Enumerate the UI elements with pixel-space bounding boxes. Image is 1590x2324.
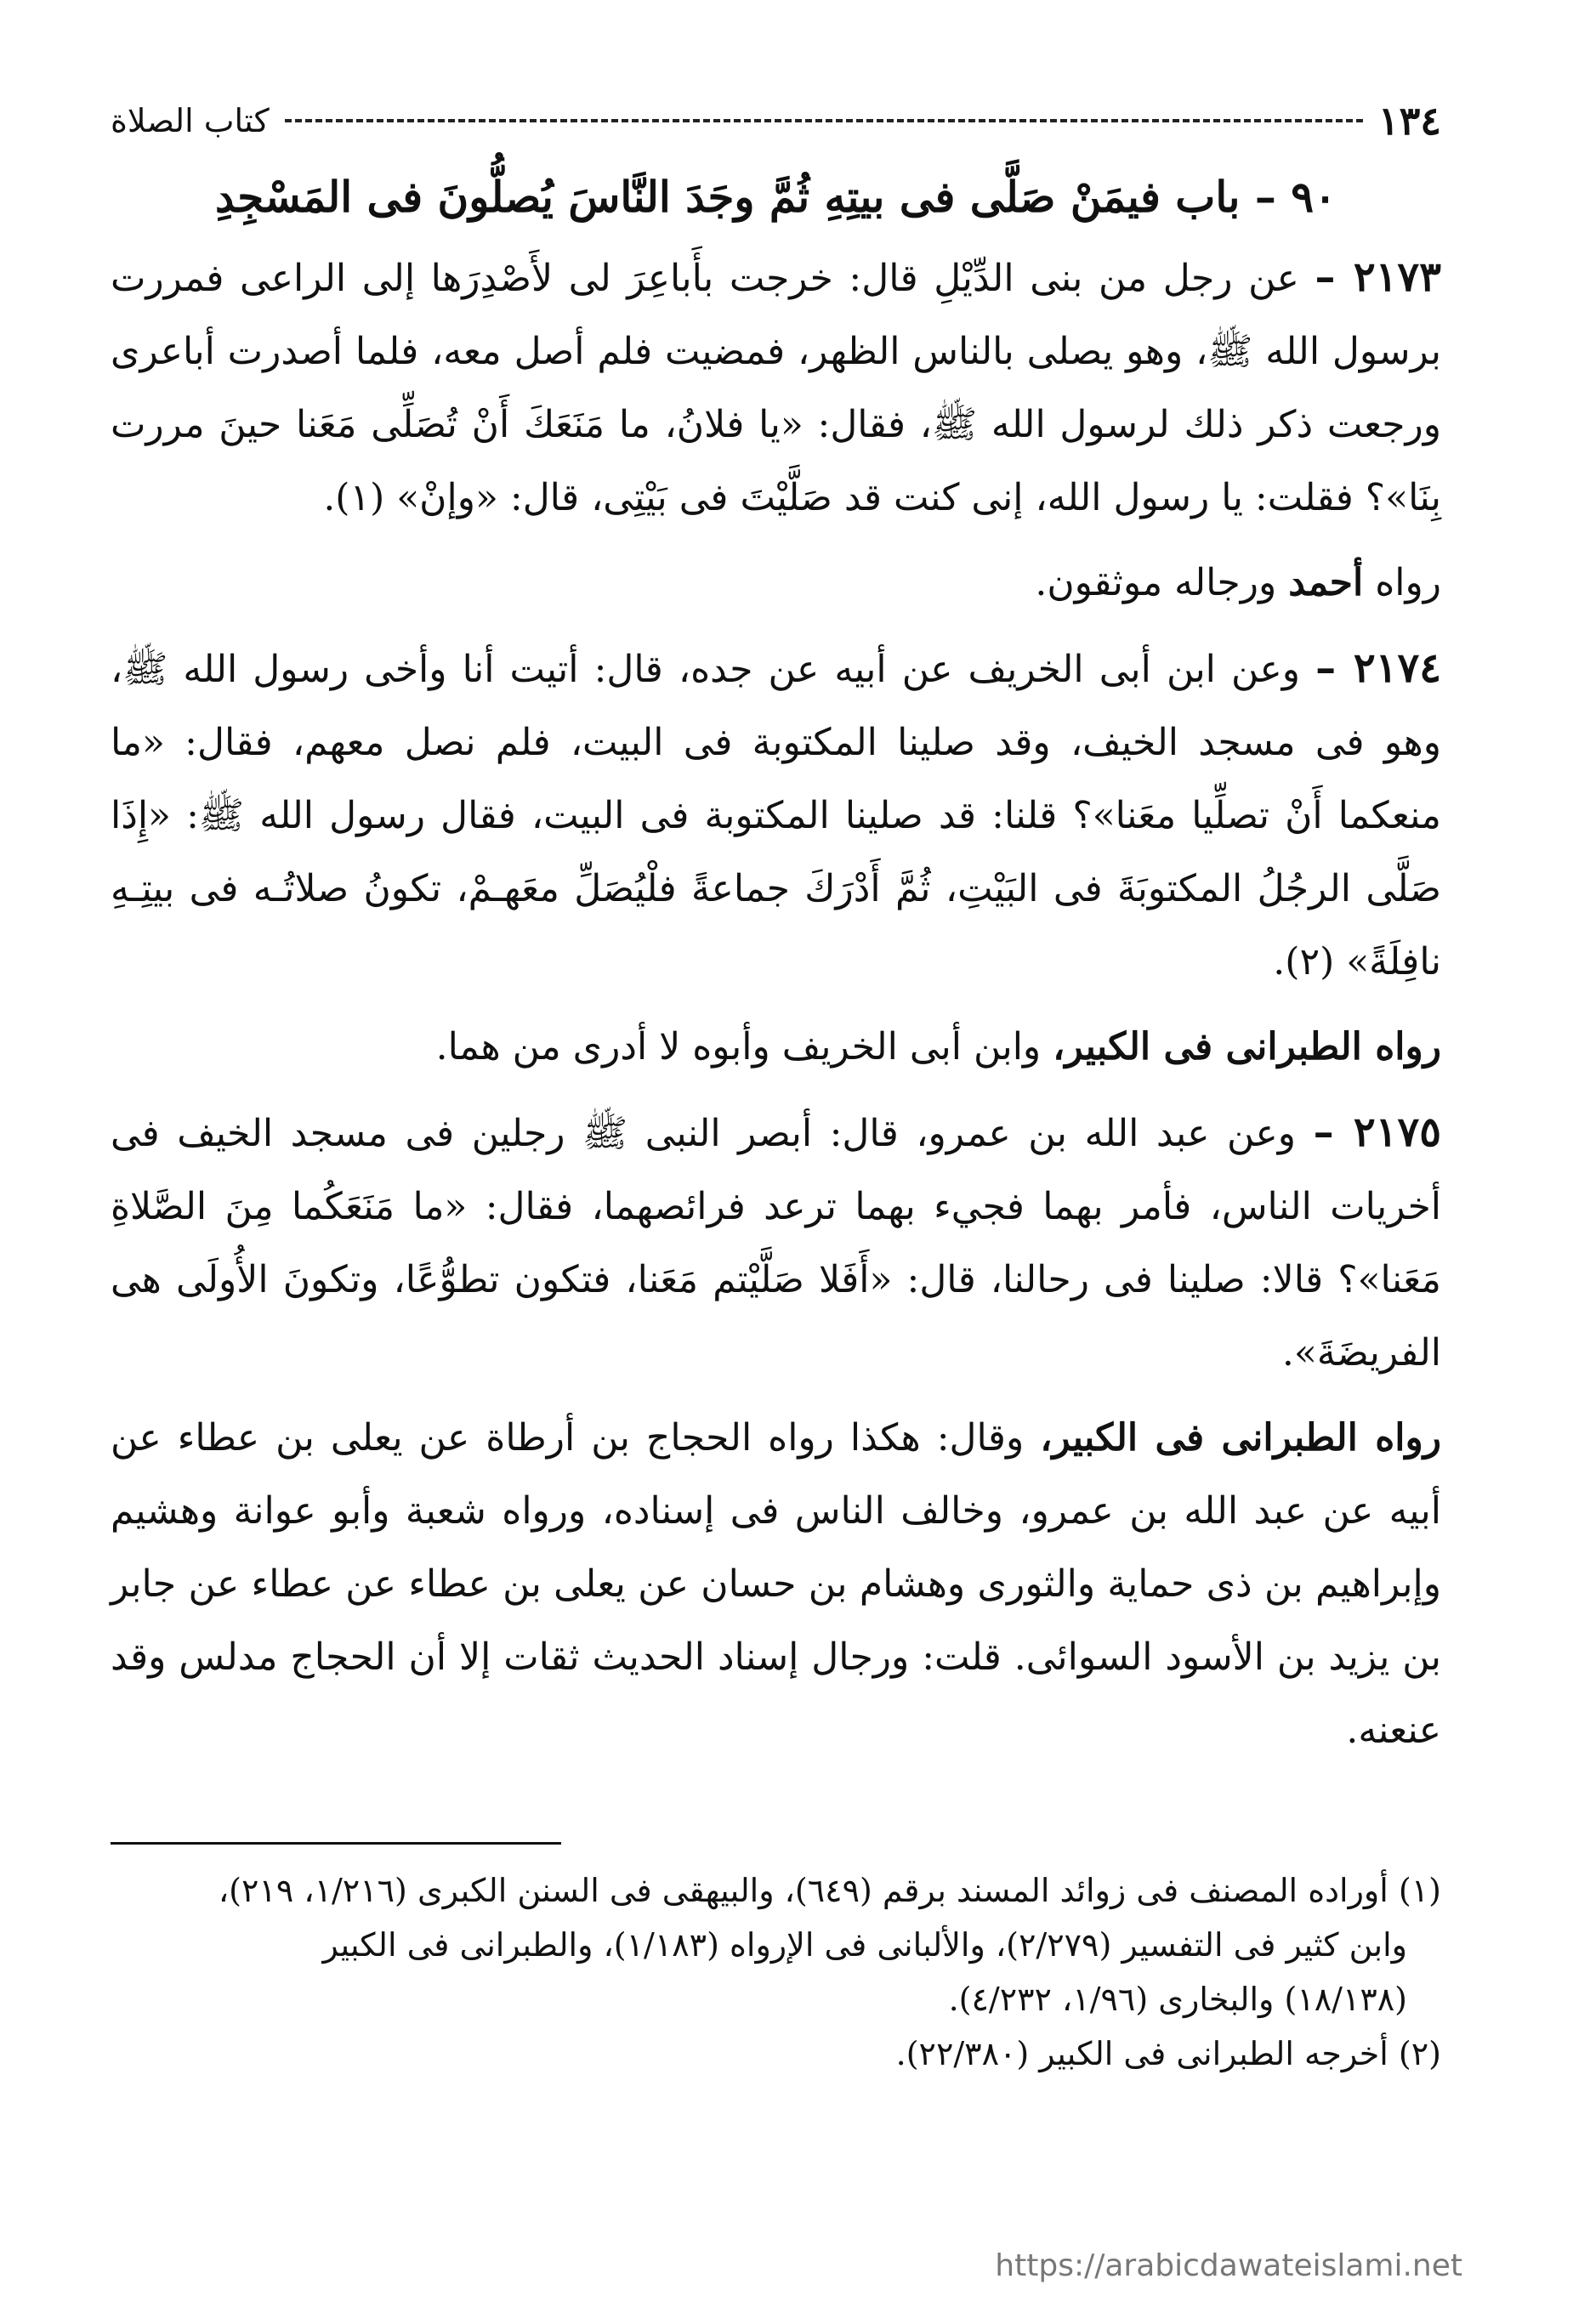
footnotes [111, 1863, 1441, 2081]
hadith-2175 [111, 1096, 1441, 1390]
hadith-number: ٢١٧٣ – [1315, 253, 1441, 301]
note-rest: وابن أبى الخريف وأبوه لا أدرى من هما. [435, 1025, 1042, 1068]
page-number: ١٣٤ [1377, 98, 1441, 144]
footnote-separator [111, 1842, 561, 1845]
hadith-number: ٢١٧٥ – [1313, 1108, 1441, 1156]
book-title: كتاب الصلاة [111, 102, 270, 139]
narration-note-2175 [111, 1402, 1441, 1767]
note-lead: رواه الطبرانى فى الكبير، [1053, 1025, 1441, 1068]
footnote-1-line-1: (١) أوراده المصنف فى زوائد المسند برقم (٦٤٩)، والبيهقى فى السنن الكبرى (١/٢١٦، ٢١٩)، [218, 1872, 1441, 1909]
footnote-1-line-2: وابن كثير فى التفسير (٢/٢٧٩)، والألبانى فى الإرواه (١/١٨٣)، والطبرانى فى الكبير [322, 1926, 1407, 1964]
footnote-2: (٢) أخرجه الطبرانى فى الكبير (٢٢/٣٨٠). [895, 2035, 1441, 2072]
chapter-title: ٩٠ – باب فيمَنْ صَلَّى فى بيتِهِ ثُمَّ وجَدَ النَّاسَ يُصلُّونَ فى المَسْجِدِ [214, 172, 1337, 222]
hadith-text: وعن ابن أبى الخريف عن أبيه عن جده، قال: أتيت أنا وأخى رسول الله ﷺ، وهو فى مسجد الخيف، وقد صلينا المكتوبة فى البيت، فلم نصل معهم، فقال: «ما منعكما أَنْ تصلِّيا معَنا»؟ قلنا: قد صلينا المكتوبة فى البيت، فقال رسول الله ﷺ: «إِذَا صَلَّى الرجُلُ المكتوبَةَ فى البَيْتِ، ثُمَّ أَدْرَكَ جماعةً فلْيُصَلِّ معَهـمْ، تكونُ صلاتُـه فى بيتِـهِ نافِلَةً» (٢). [111, 648, 1441, 983]
hadith-text: وعن عبد الله بن عمرو، قال: أبصر النبى ﷺ رجلين فى مسجد الخيف فى أخريات الناس، فأمر بهما فجيء بهما ترعد فرائصهما، فقال: «ما مَنَعَكُما مِنَ الصَّلاةِ مَعَنا»؟ قالا: صلينا فى رحالنا، قال: «أَفَلا صَلَّيْتم مَعَنا، فتكون تطوُّعًا، وتكونَ الأُولَى هى الفريضَةَ». [111, 1112, 1441, 1375]
running-head [111, 94, 1441, 148]
header-dashed-rule [285, 119, 1363, 122]
narration-note-2174 [111, 1011, 1441, 1084]
note-narrator: أحمد [1288, 561, 1364, 604]
narration-note-2173 [111, 547, 1441, 620]
note-rest: ورجاله موثقون. [1035, 561, 1277, 604]
hadith-number: ٢١٧٤ – [1315, 644, 1441, 692]
note-lead: رواه الطبرانى فى الكبير، [1040, 1416, 1441, 1460]
note-rest: وقال: هكذا رواه الحجاج بن أرطاة عن يعلى بن عطاء عن أبيه عن عبد الله بن عمرو، وخالف الناس فى إسناده، ورواه شعبة وأبو عوانة وهشيم وإبراهيم بن ذى حماية والثورى وهشام بن حسان عن يعلى بن عطاء عن عطاء عن جابر بن يزيد بن الأسود السوائى. قلت: ورجال إسناد الحديث ثقات إلا أن الحجاج مدلس وقد عنعنه. [111, 1416, 1441, 1752]
source-watermark: https://arabicdawateislami.net [995, 2248, 1462, 2283]
hadith-2174 [111, 632, 1441, 999]
note-lead: رواه [1375, 561, 1441, 604]
footnote-1-line-3: (١٨/١٣٨) والبخارى (١/٩٦، ٤/٢٣٢). [948, 1981, 1407, 2018]
hadith-text: عن رجل من بنى الدِّيْلِ قال: خرجت بأَباعِرَ لى لأَصْدِرَها إلى الراعى فمررت برسول الله ﷺ، وهو يصلى بالناس الظهر، فمضيت فلم أصل معه، فلما أصدرت أباعرى ورجعت ذكر ذلك لرسول الله ﷺ، فقال: «يا فلانُ، ما مَنَعَكَ أَنْ تُصَلِّى مَعَنا حينَ مررت بِنَا»؟ فقلت: يا رسول الله، إنى كنت قد صَلَّيْتَ فى بَيْتِى، قال: «وإنْ» (١). [111, 257, 1441, 519]
hadith-2173 [111, 241, 1441, 535]
